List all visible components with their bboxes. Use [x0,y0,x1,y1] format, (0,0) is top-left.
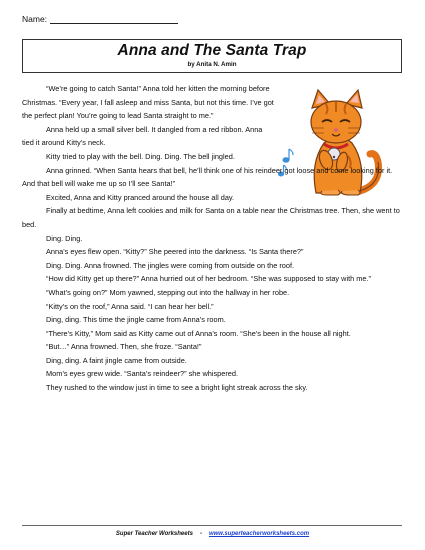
story-paragraph: Anna grinned. “When Santa hears that bell, he’ll think one of his reindeer got loose and come looking for it. And that bell will wake me up so I’ll see Santa!” [22,165,393,189]
story-paragraph: They rushed to the window just in time to see a bright light streak across the sky. [46,383,308,393]
footer [0,531,425,537]
story-paragraph: Anna’s eyes flew open. “Kitty?” She peered into the darkness. “Is Santa there?” [46,247,304,257]
name-field [22,14,178,24]
footer-separator: - [199,531,202,537]
footer-brand: Super Teacher Worksheets [115,531,193,537]
story-paragraph: Ding. Ding. [46,233,83,243]
title-box [22,39,402,73]
story-paragraph: Kitty tried to play with the bell. Ding. Ding. The bell jingled. [46,151,235,161]
story-paragraph: Mom’s eyes grew wide. “Santa’s reindeer?” she whispered. [46,369,238,379]
story-paragraph: Excited, Anna and Kitty pranced around the house all day. [46,192,235,202]
story-paragraph: “How did Kitty get up there?” Anna hurried out of her bedroom. “She was supposed to stay with me.” [46,274,371,284]
footer-url-link[interactable]: www.superteacherworksheets.com [208,531,310,537]
story-paragraph: “We’re going to catch Santa!” Anna told her kitten the morning before Christmas. “Every year, I fall asleep and miss Santa, but not this time. I’ve got the perfect plan! You’re going to lead Santa straight to me.” [22,84,274,121]
name-label: Name: [22,14,48,24]
name-blank-line[interactable] [50,15,178,24]
story-paragraph: “Kitty’s on the roof,” Anna said. “I can hear her bell.” [46,301,214,311]
story-paragraph: “What’s going on?” Mom yawned, stepping out into the hallway in her robe. [46,287,290,297]
story-byline: by Anita N. Amin [187,61,237,68]
story-paragraph: Ding, ding. This time the jingle came from Anna’s room. [46,315,226,325]
story-paragraph: “But…” Anna frowned. Then, she froze. “Santa!” [46,342,202,352]
story-title: Anna and The Santa Trap [117,42,307,59]
story-paragraph: Ding, ding. A faint jingle came from outside. [46,355,187,365]
footer-divider [22,525,402,526]
story-paragraph: Ding. Ding. Anna frowned. The jingles were coming from outside on the roof. [46,260,295,270]
story-paragraph: Anna held up a small silver bell. It dangled from a red ribbon. Anna tied it around Kitty’s neck. [22,124,263,148]
story-text [22,82,404,395]
story-paragraph: Finally at bedtime, Anna left cookies and milk for Santa on a table near the Christmas tree. Then, she went to bed. [22,206,400,229]
story-paragraph: “There’s Kitty,” Mom said as Kitty came out of Anna’s room. “She’s been in the house all night. [46,328,351,338]
